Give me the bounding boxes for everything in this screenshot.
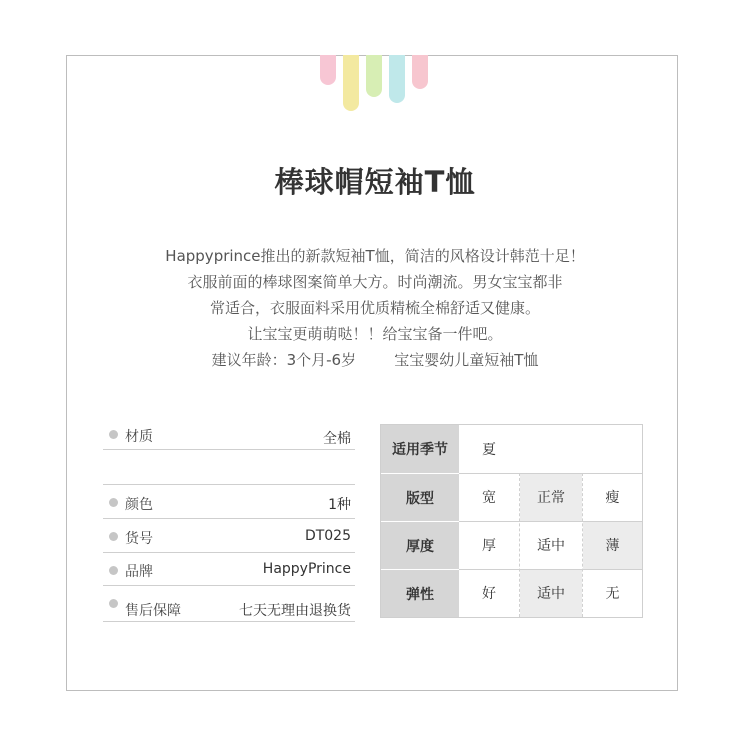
- spec-row-item-number: [103, 519, 355, 553]
- attr-option-selected: 正常: [520, 473, 582, 521]
- bullet-icon: [109, 566, 118, 575]
- attr-option-selected: 适中: [520, 569, 582, 617]
- description-line: Happyprince推出的新款短袖T恤，简洁的风格设计韩范十足！: [165, 247, 585, 265]
- attr-option: 好: [482, 586, 496, 602]
- spec-row-color: [103, 485, 355, 519]
- spec-value: DT025: [304, 528, 351, 544]
- attr-season-value: 夏: [482, 442, 496, 458]
- attr-header-season: 适用季节: [381, 425, 459, 473]
- spec-value: 全棉: [323, 431, 351, 447]
- bullet-icon: [109, 498, 118, 507]
- grid-line: [582, 473, 583, 617]
- grid-line: [459, 521, 642, 522]
- grid-line: [459, 473, 642, 474]
- spec-list: [103, 420, 355, 622]
- color-bar: [366, 55, 382, 97]
- spec-label: 售后保障: [125, 603, 181, 619]
- spec-value: 1种: [328, 497, 351, 513]
- spec-row-brand: [103, 553, 355, 586]
- attr-header-elasticity: 弹性: [381, 569, 459, 617]
- bullet-icon: [109, 599, 118, 608]
- spec-row-after-sales: [103, 586, 355, 622]
- attr-option: 瘦: [605, 490, 620, 506]
- description-line: 建议年龄：3个月-6岁 宝宝婴幼儿童短袖T恤: [211, 351, 539, 369]
- bullet-icon: [109, 430, 118, 439]
- color-bars-decoration: [320, 55, 430, 115]
- color-bar: [412, 55, 428, 89]
- grid-line: [519, 473, 520, 617]
- attr-option-selected: 薄: [583, 521, 642, 569]
- spec-row-material: [103, 420, 355, 450]
- product-description: [0, 243, 750, 373]
- spec-label: 品牌: [125, 564, 153, 580]
- spec-value: HappyPrince: [262, 561, 351, 577]
- description-line: 衣服前面的棒球图案简单大方。时尚潮流。男女宝宝都非: [187, 273, 563, 291]
- description-line: 让宝宝更萌萌哒！！给宝宝备一件吧。: [247, 325, 503, 343]
- color-bar: [389, 55, 405, 103]
- attr-header-fit: 版型: [381, 473, 459, 521]
- attr-option: 宽: [482, 490, 496, 506]
- description-line: 常适合，衣服面料采用优质精梳全棉舒适又健康。: [209, 299, 540, 317]
- spec-label: 材质: [125, 429, 153, 445]
- grid-line: [459, 569, 642, 570]
- attr-option: 适中: [537, 538, 565, 554]
- color-bar: [343, 55, 359, 111]
- spec-value: 七天无理由退换货: [239, 603, 351, 619]
- attribute-table: [380, 424, 643, 618]
- spec-label: 货号: [125, 531, 153, 547]
- attr-option: 无: [605, 586, 620, 602]
- bullet-icon: [109, 532, 118, 541]
- attr-header-thickness: 厚度: [381, 521, 459, 569]
- color-bar: [320, 55, 336, 85]
- product-title: 棒球帽短袖T恤: [274, 165, 476, 199]
- spec-row-spacer: [103, 450, 355, 485]
- spec-label: 颜色: [125, 497, 153, 513]
- attr-option: 厚: [482, 538, 496, 554]
